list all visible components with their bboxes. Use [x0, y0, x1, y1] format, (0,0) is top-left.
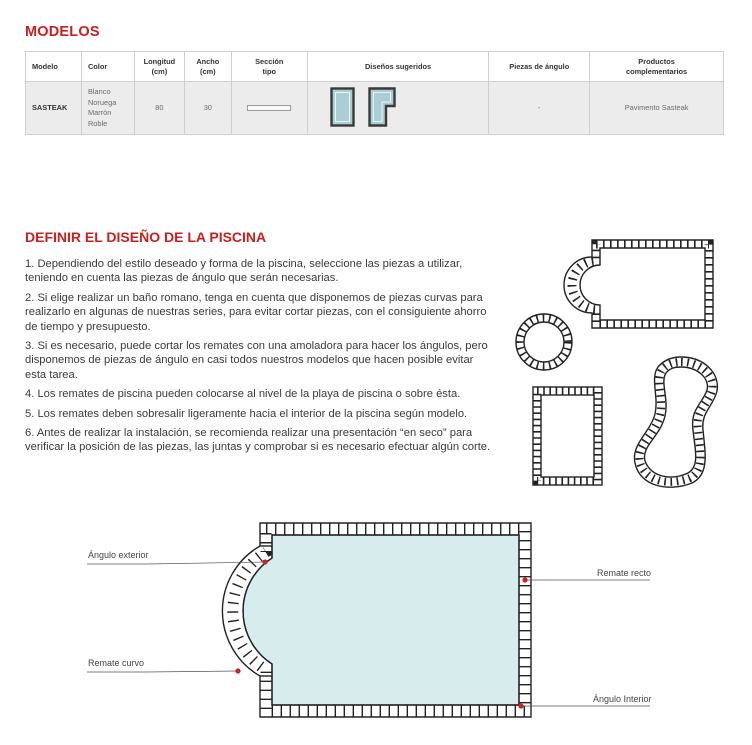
cell-color-text: Blanco Noruega Marrón Roble — [87, 87, 117, 128]
round-pool-shape — [516, 314, 572, 370]
marker-angulo-exterior — [262, 559, 267, 564]
instruction-step: 6. Antes de realizar la instalación, se recomienda realizar una presentación “en seco” para verificar la posición de las piezas, las juntas y comprobar si es necesario efectuar algún corte. — [25, 427, 491, 454]
pool-diagram — [87, 523, 652, 717]
table-header-row — [26, 52, 724, 82]
suggested-designs-icon — [330, 87, 400, 129]
header-seccion — [231, 52, 307, 82]
marker-remate-recto — [522, 577, 527, 582]
cell-longitud: 80 — [134, 82, 184, 135]
instruction-step: 5. Los remates deben sobresalir ligeramente hacia el interior de la piscina según modelo. — [25, 407, 468, 420]
header-disenos: Diseños sugeridos — [307, 52, 489, 82]
cell-seccion — [231, 82, 307, 135]
header-seccion-text: Sección tipo — [255, 56, 284, 76]
header-productos-text: Productos complementarios — [625, 56, 688, 76]
roman-pool-shape — [564, 240, 713, 328]
label-remate-curvo: Remate curvo — [88, 658, 145, 668]
cell-ancho: 30 — [184, 82, 231, 135]
header-ancho — [184, 52, 231, 82]
header-color: Color — [81, 52, 134, 82]
header-longitud-text: Longitud (cm) — [143, 56, 176, 76]
cell-modelo: SASTEAK — [26, 82, 82, 135]
cell-disenos — [307, 82, 489, 135]
header-longitud — [134, 52, 184, 82]
header-productos — [590, 52, 724, 82]
cell-piezas-angulo: - — [489, 82, 590, 135]
design-rect-icon — [331, 89, 353, 126]
cell-color — [81, 82, 134, 135]
section-profile-icon — [247, 105, 291, 111]
marker-remate-curvo — [235, 668, 240, 673]
header-piezas-angulo: Piezas de ángulo — [489, 52, 590, 82]
instruction-step: 1. Dependiendo del estilo deseado y forma de la piscina, seleccione las piezas a utilizar, teniendo en cuenta las piezas de ángulo que serán necesarias. — [25, 258, 463, 285]
cell-productos: Pavimento Sasteak — [590, 82, 724, 135]
instruction-step: 2. Si elige realizar un baño romano, tenga en cuenta que disponemos de piezas curvas para realizarlo en algunas de nuestras series, para evitar cortar piezas, con el consiguiente ahorro de tiempo y presupuesto. — [25, 291, 487, 333]
label-remate-recto: Remate recto — [597, 568, 652, 578]
header-modelo: Modelo — [26, 52, 82, 82]
table-row — [26, 82, 724, 135]
section-title-design: DEFINIR EL DISEÑO DE LA PISCINA — [25, 229, 267, 245]
pool-water — [243, 535, 519, 705]
header-ancho-text: Ancho (cm) — [196, 56, 220, 76]
models-table — [25, 51, 724, 135]
rect-pool-shape — [533, 387, 602, 485]
kidney-pool-shape — [634, 357, 717, 487]
marker-angulo-interior — [518, 703, 523, 708]
section-title-modelos: MODELOS — [25, 24, 100, 40]
instructions-list — [25, 257, 495, 460]
instruction-step: 4. Los remates de piscina pueden colocarse al nivel de la playa de piscina o sobre ésta. — [25, 388, 461, 401]
instruction-step: 3. Si es necesario, puede cortar los remates con una amoladora para hacer los ángulos, pero disponemos de piezas de ángulo en casi todos nuestros modelos que hacen posible evitar esta tarea. — [25, 340, 488, 381]
label-angulo-interior: Ángulo Interior — [593, 694, 652, 704]
label-angulo-exterior: Ángulo exterior — [88, 550, 149, 560]
